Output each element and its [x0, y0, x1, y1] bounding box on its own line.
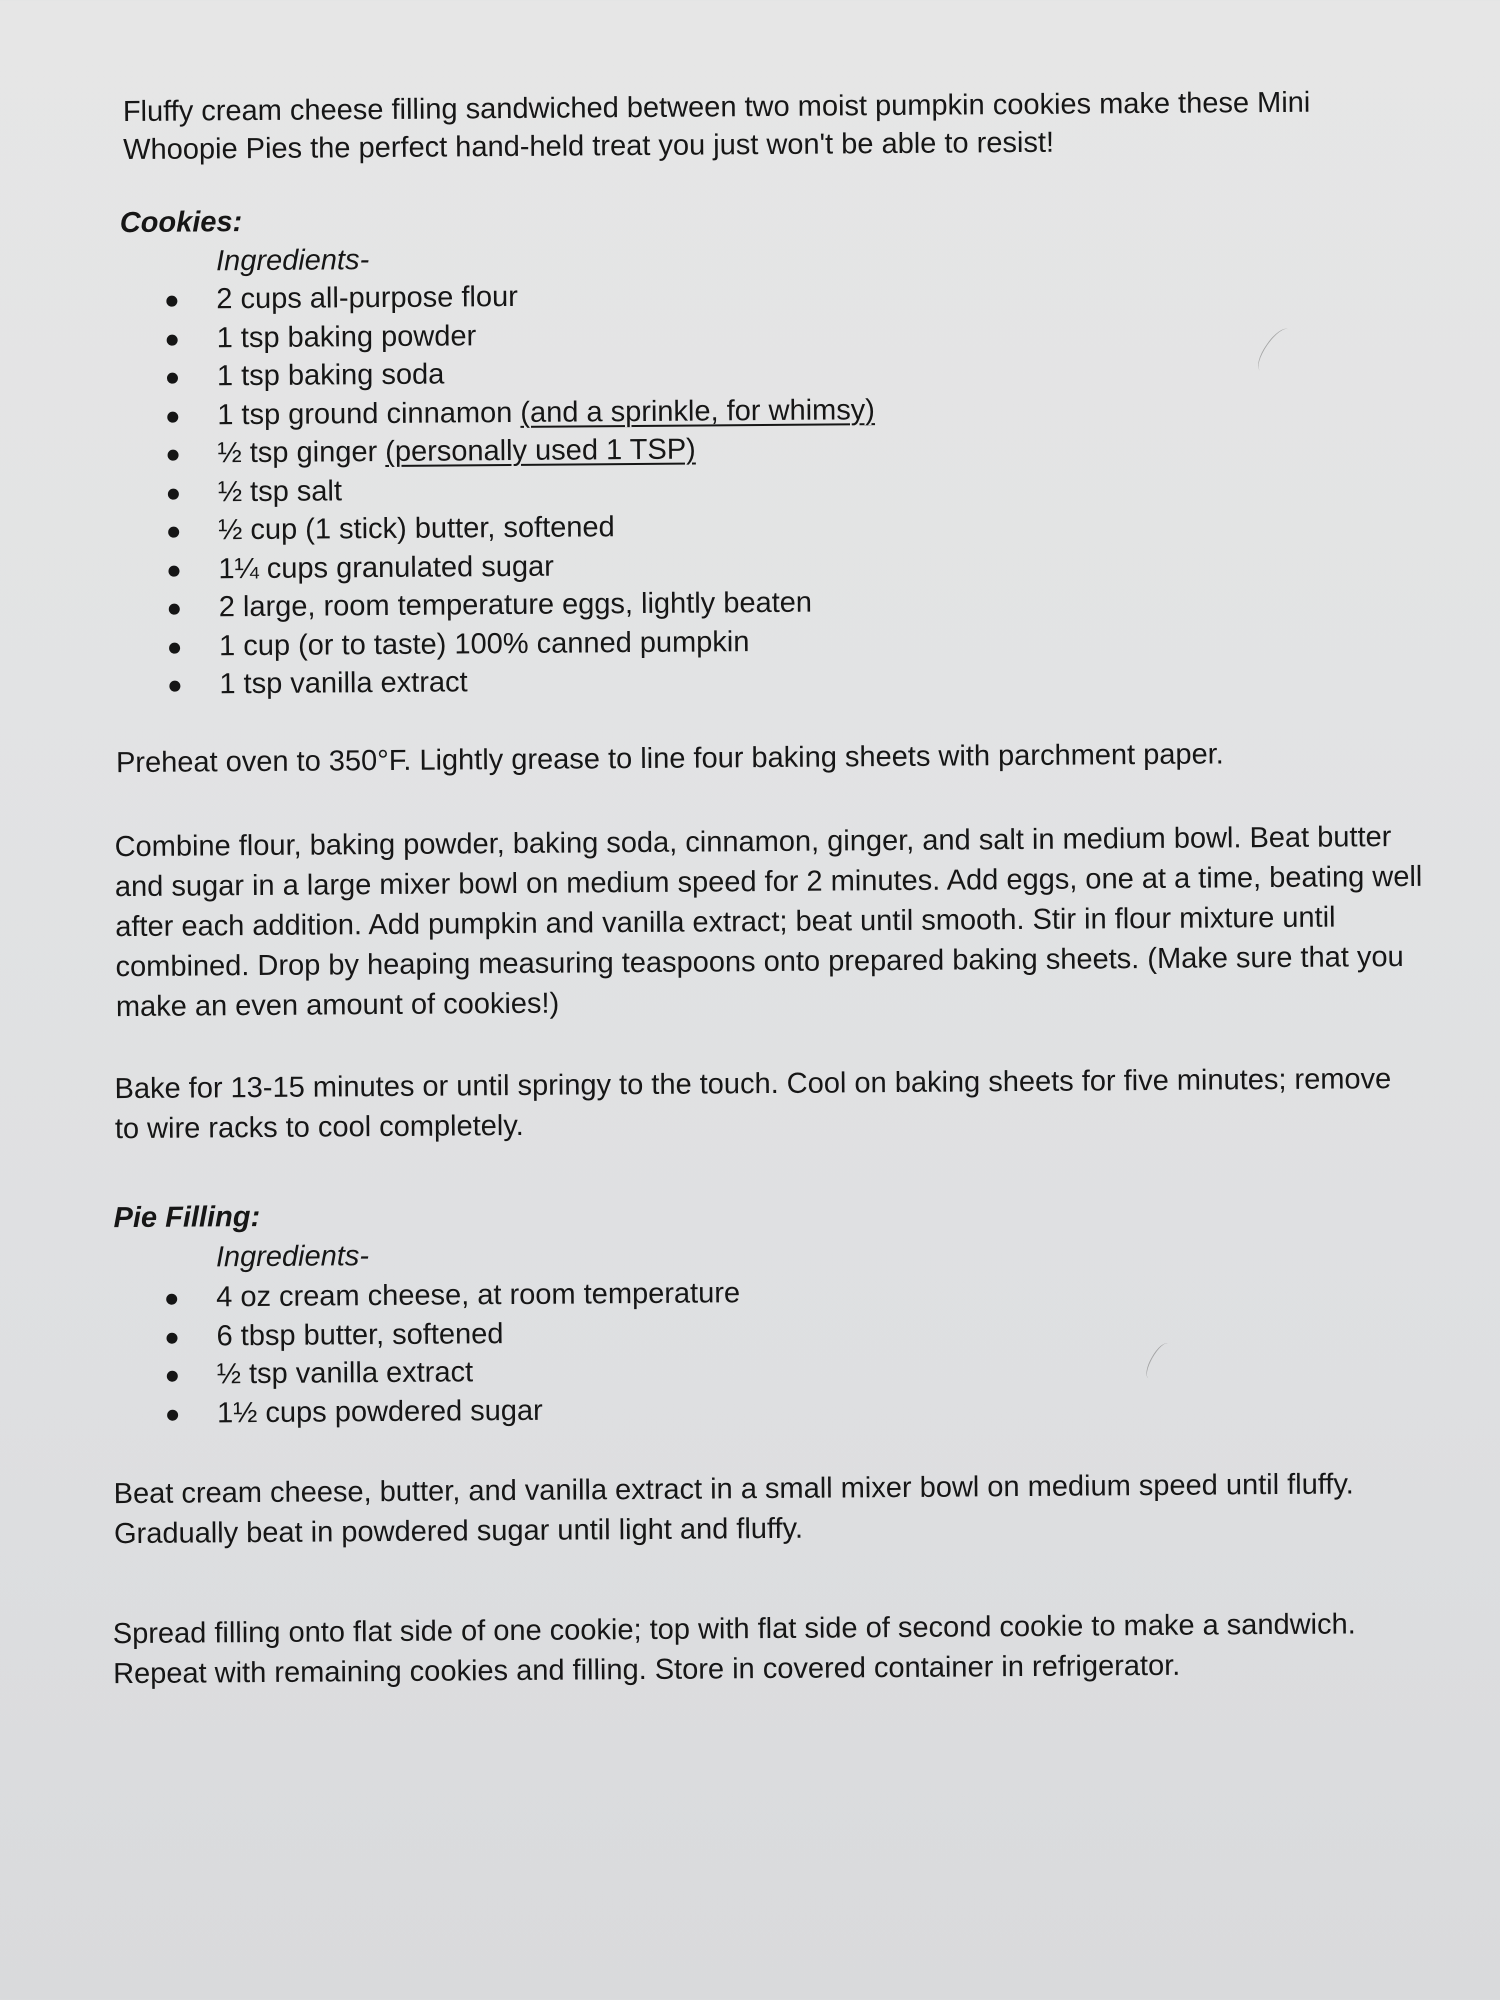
bullet-icon	[169, 681, 180, 692]
ingredient-text: 1¼ cups granulated sugar	[218, 550, 554, 585]
bullet-icon	[167, 334, 178, 345]
list-item	[218, 545, 876, 589]
preheat-step: Preheat oven to 350°F. Lightly grease to line four baking sheets with parchment paper.	[115, 738, 1224, 780]
bullet-icon	[167, 1409, 178, 1420]
bake-step: Bake for 13-15 minutes or until springy to the touch. Cool on baking sheets for five minutes; remove to wire racks to cool completely.	[114, 1063, 1392, 1146]
list-item	[216, 1274, 740, 1317]
list-item	[219, 583, 877, 627]
bullet-icon	[166, 1332, 177, 1343]
ingredient-text: 6 tbsp butter, softened	[216, 1317, 504, 1352]
ingredient-text: 1 tsp ground cinnamon	[217, 396, 521, 431]
list-item	[217, 352, 875, 396]
bullet-icon	[167, 373, 178, 384]
ingredient-note: (and a sprinkle, for whimsy)	[520, 393, 876, 429]
list-item	[217, 391, 875, 435]
intro-paragraph: Fluffy cream cheese filling sandwiched between two moist pumpkin cookies make these Mini Whoopie Pies the perfect hand-held treat you just won't be able to resist!	[122, 86, 1311, 167]
ingredient-text: 4 oz cream cheese, at room temperature	[216, 1277, 741, 1314]
bullet-icon	[166, 296, 177, 307]
ingredient-text: ½ tsp vanilla extract	[216, 1356, 474, 1391]
bullet-icon	[167, 1371, 178, 1382]
bullet-icon	[168, 450, 179, 461]
cookies-ingredients-subheading: Ingredients-	[215, 244, 370, 278]
list-item	[218, 506, 876, 550]
ingredient-text: 1 tsp vanilla extract	[219, 666, 468, 701]
bullet-icon	[168, 488, 179, 499]
ingredient-text: ½ tsp salt	[217, 474, 343, 508]
list-item	[217, 314, 875, 358]
cookies-ingredient-list	[216, 275, 877, 704]
ingredient-text: 2 large, room temperature eggs, lightly beaten	[218, 586, 813, 624]
filling-heading: Pie Filling:	[113, 1200, 261, 1235]
list-item	[219, 660, 877, 704]
ingredient-text: 1 tsp baking soda	[216, 358, 445, 393]
filling-ingredient-list	[216, 1274, 741, 1432]
ingredient-text: 1 cup (or to taste) 100% canned pumpkin	[218, 625, 750, 662]
list-item	[217, 1390, 741, 1433]
ingredient-text: 1½ cups powdered sugar	[216, 1394, 543, 1429]
bullet-icon	[168, 565, 179, 576]
list-item	[216, 275, 874, 319]
ingredient-text: ½ cup (1 stick) butter, softened	[218, 511, 615, 547]
list-item	[219, 622, 877, 666]
beat-step: Beat cream cheese, butter, and vanilla extract in a small mixer bowl on medium speed until fluffy. Gradually beat in powdered sugar until light and fluffy.	[113, 1468, 1354, 1551]
pencil-mark	[1142, 1340, 1175, 1382]
bullet-icon	[167, 411, 178, 422]
ingredient-note: (personally used 1 TSP)	[385, 433, 696, 468]
pencil-mark	[1252, 324, 1296, 376]
list-item	[217, 429, 875, 473]
list-item	[217, 1351, 741, 1394]
spread-step: Spread filling onto flat side of one cookie; top with flat side of second cookie to make a sandwich. Repeat with remaining cookies and filling. Store in covered container in refrigerator.	[112, 1608, 1356, 1691]
list-item	[216, 1313, 740, 1356]
bullet-icon	[169, 604, 180, 615]
cookies-heading: Cookies:	[119, 206, 243, 240]
ingredient-text: 1 tsp baking powder	[216, 319, 477, 354]
list-item	[218, 468, 876, 512]
bullet-icon	[168, 527, 179, 538]
bullet-icon	[166, 1294, 177, 1305]
combine-step: Combine flour, baking powder, baking soda, cinnamon, ginger, and salt in medium bowl. Beat butter and sugar in a large mixer bowl on medium speed for 2 minutes. Add eggs, one at a time, beating well after each addition. Add pumpkin and vanilla extract; beat until smooth. Stir in flour mixture until combined. Drop by heaping measuring teaspoons onto prepared baking sheets. (Make sure that you make an even amount of cookies!)	[114, 821, 1423, 1024]
ingredient-text: 2 cups all-purpose flour	[216, 280, 518, 316]
ingredient-text: ½ tsp ginger	[217, 435, 386, 470]
bullet-icon	[169, 642, 180, 653]
filling-ingredients-subheading: Ingredients-	[215, 1240, 370, 1274]
